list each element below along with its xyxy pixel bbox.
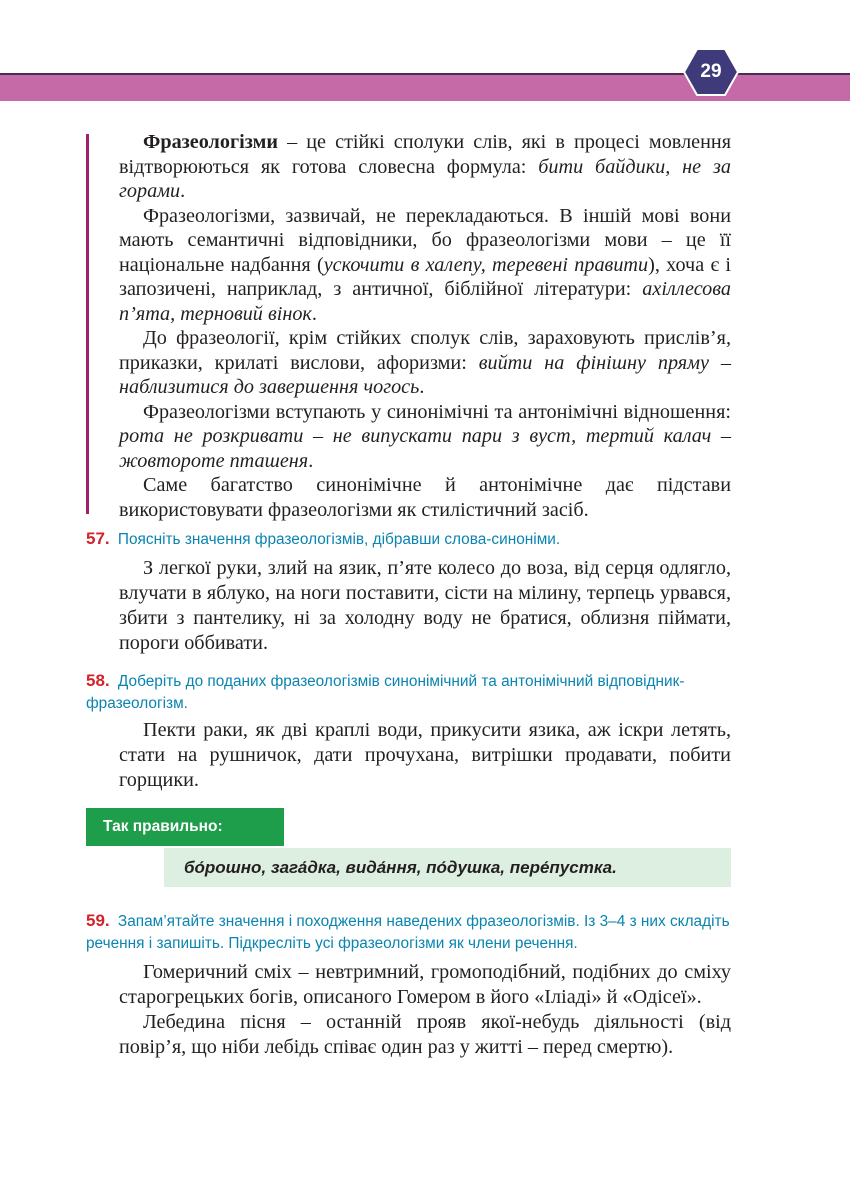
exercise-number: 57.	[86, 529, 110, 548]
example: вийти на фінішну пряму – наблизитися до завершення чогось	[119, 351, 731, 398]
exercise-paragraph: Гомеричний сміх – невтримний, громоподібний, подібних до сміху старогрецьких богів, описаного Гомером в його «Іліаді» й «Одісеї».	[119, 961, 731, 1008]
text: Фразеологізми, зазвичай, не перекладаються. В іншій мові вони мають семантичні відповідники, бо фразеологізми мови – це її національне надбання (	[119, 204, 731, 276]
exercise-paragraph: Лебедина пісня – останній прояв якої-небудь діяльності (від повір’я, що ніби лебідь співає один раз у житті – перед смертю).	[119, 1011, 731, 1058]
example: ускочити в халепу, теревені правити	[323, 253, 649, 276]
text: До фразеології, крім стійких сполук слів, зараховують прислів’я, приказки, крилаті вислови, афоризми:	[119, 327, 731, 374]
task-text: Запам’ятайте значення і походження наведених фразеологізмів. Із 3–4 з них складіть речення і запишіть. Підкресліть усі фразеологізми як члени речення.	[86, 913, 730, 952]
page-number: 29	[700, 61, 722, 82]
exercise-number: 59.	[86, 911, 110, 930]
example: рота не розкривати – не випускати пари з вуст, тертий калач – жовтороте пташеня	[119, 425, 731, 472]
exercise-number: 58.	[86, 671, 110, 690]
task-text: Доберіть до поданих фразеологізмів синонімічний та антонімічний відповідник-фразеологізм.	[86, 673, 685, 712]
theory-paragraph	[119, 204, 731, 327]
theory-paragraph	[119, 400, 731, 474]
exercise-58-task	[86, 670, 732, 715]
theory-paragraph	[119, 130, 731, 204]
exercise-paragraph: З легкої руки, злий на язик, п’яте колесо до воза, від серця одлягло, влучати в яблуко, на ноги поставити, сісти на мілину, терпець урвався, збити з пантелику, ні за холодну воду не братися, облизня піймати, пороги оббивати.	[119, 557, 731, 654]
exercise-57-task	[86, 528, 736, 551]
task-text: Поясніть значення фразеологізмів, дібравши слова-синоніми.	[117, 531, 561, 548]
text: .	[419, 376, 425, 398]
exercise-59-text	[119, 960, 731, 1060]
text: .	[311, 302, 317, 325]
correct-label: Так правильно:	[86, 808, 284, 846]
theory-paragraph	[119, 473, 731, 522]
text: ), хоча є і запозичені, наприклад, з античної, біблійної літератури:	[119, 253, 731, 300]
term: Фразеологізми	[143, 131, 278, 153]
example: бити байдики, не за горами	[119, 155, 731, 202]
theory-paragraph	[119, 326, 731, 400]
page-number-badge	[683, 47, 739, 97]
exercise-59-task	[86, 910, 734, 955]
correct-words: бо́рошно, зага́дка, вида́ння, по́душка, пере́пустка.	[164, 848, 731, 887]
text: .	[308, 449, 314, 472]
text: – це стійкі сполуки слів, які в процесі мовлення відтворюються як готова словесна формула:	[119, 131, 731, 178]
exercise-58-text	[119, 718, 731, 793]
text: Саме багатство синонімічне й антонімічне дає підстави використовувати фразеологізми як стилістичний засіб.	[119, 474, 731, 521]
exercise-57-text	[119, 556, 731, 656]
theory-block	[119, 130, 731, 522]
text: .	[180, 180, 186, 202]
text: Фразеологізми вступають у синонімічні та антонімічні відношення:	[143, 400, 731, 423]
exercise-paragraph: Пекти раки, як дві краплі води, прикусити язика, аж іскри летять, стати на рушничок, дати прочухана, витрішки продавати, побити горщики.	[119, 719, 731, 791]
theory-margin-rule	[86, 134, 89, 514]
example: ахіллесова п’ята, терновий вінок	[119, 278, 731, 325]
